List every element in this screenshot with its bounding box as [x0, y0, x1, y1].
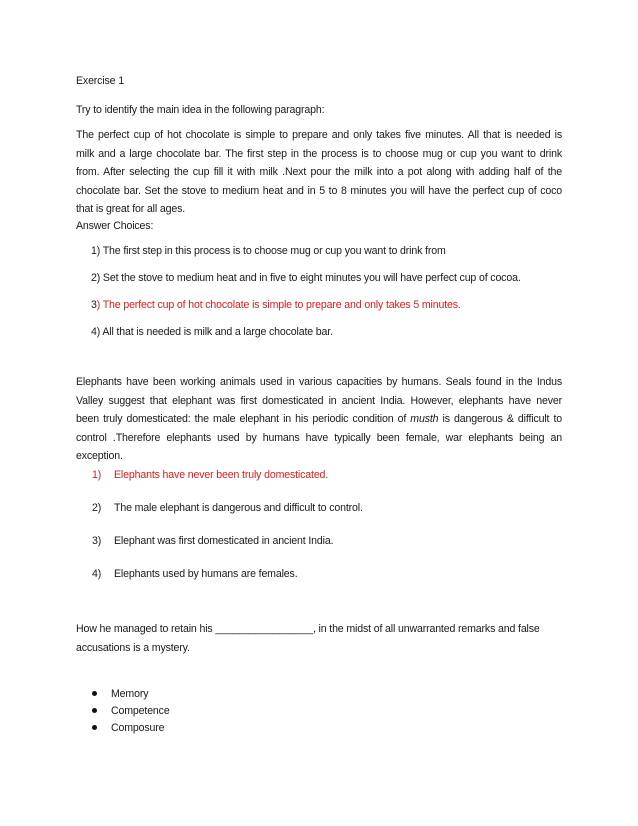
passage1-line: chocolate bar. Set the stove to medium heat and in 5 to 8 minutes you will have the perfect cup of coco [76, 184, 562, 197]
bullet-item [92, 705, 170, 717]
choice-1-1: 1) The first step in this process is to choose mug or cup you want to drink from [91, 245, 446, 257]
bullet-item [92, 688, 148, 700]
passage1-line: that is great for all ages. [76, 203, 186, 215]
choice-1-4: 4) All that is needed is milk and a large chocolate bar. [91, 326, 333, 338]
bullet-text: Composure [111, 722, 165, 734]
passage2-line: Valley suggest that elephant was first domesticated in ancient India. However, elephants have never [76, 394, 562, 407]
choice-2-2 [92, 502, 363, 514]
passage2-line: control .Therefore elephants used by humans have typically been female, war elephants being an [76, 431, 562, 444]
bullet-text: Memory [111, 688, 149, 700]
choice-2-1-text: Elephants have never been truly domesticated. [114, 469, 329, 481]
choice-2-1 [92, 469, 328, 481]
bullet-icon [92, 691, 97, 696]
choice-2-3 [92, 535, 333, 547]
bullet-item [92, 722, 164, 734]
choice-1-2: 2) Set the stove to medium heat and in five to eight minutes you will have perfect cup of cocoa. [91, 272, 521, 284]
question3-line: How he managed to retain his _________________, in the midst of all unwarranted remarks and false [76, 623, 540, 635]
passage1-line: The perfect cup of hot chocolate is simple to prepare and only takes five minutes. All that is needed is [76, 129, 562, 141]
choice-2-4-text: Elephants used by humans are females. [114, 568, 298, 580]
question3-line: accusations is a mystery. [76, 641, 190, 654]
choice-1-3 [91, 299, 461, 311]
choice-2-2-text: The male elephant is dangerous and difficult to control. [114, 502, 363, 514]
passage2-line [76, 410, 562, 429]
passage2-line: exception. [76, 450, 123, 462]
bullet-icon [92, 708, 97, 713]
passage1-line: milk and a large chocolate bar. The first step in the process is to choose mug or cup you want to drink [76, 147, 562, 160]
choice-1-3-number: 3 [91, 299, 97, 311]
choice-2-3-number: 3) [92, 535, 102, 547]
answer-choices-label: Answer Choices: [76, 220, 154, 232]
passage2-line3-a: been truly domesticated: the male elephant in his periodic condition of [76, 413, 411, 425]
passage1-line: from. After selecting the cup fill it with milk .Next pour the milk into a pot along with adding half of the [76, 166, 562, 178]
passage2-line: Elephants have been working animals used in various capacities by humans. Seals found in the Indus [76, 376, 562, 388]
passage-hot-chocolate [76, 126, 562, 219]
choice-2-1-number: 1) [92, 469, 102, 481]
choice-2-2-number: 2) [92, 502, 102, 514]
passage-elephants [76, 373, 562, 466]
bullet-text: Competence [111, 705, 170, 717]
choice-1-3-text: ) The perfect cup of hot chocolate is simple to prepare and only takes 5 minutes. [96, 299, 461, 311]
passage2-line3-b: is dangerous & difficult to [438, 413, 562, 425]
instruction-text: Try to identify the main idea in the following paragraph: [76, 104, 325, 116]
choice-2-3-text: Elephant was first domesticated in ancient India. [114, 535, 334, 547]
exercise-title: Exercise 1 [76, 75, 124, 87]
passage2-musth: musth [410, 413, 439, 425]
question-fill-blank [76, 620, 562, 657]
choice-2-4 [92, 568, 297, 580]
choice-2-4-number: 4) [92, 568, 102, 580]
bullet-icon [92, 725, 97, 730]
